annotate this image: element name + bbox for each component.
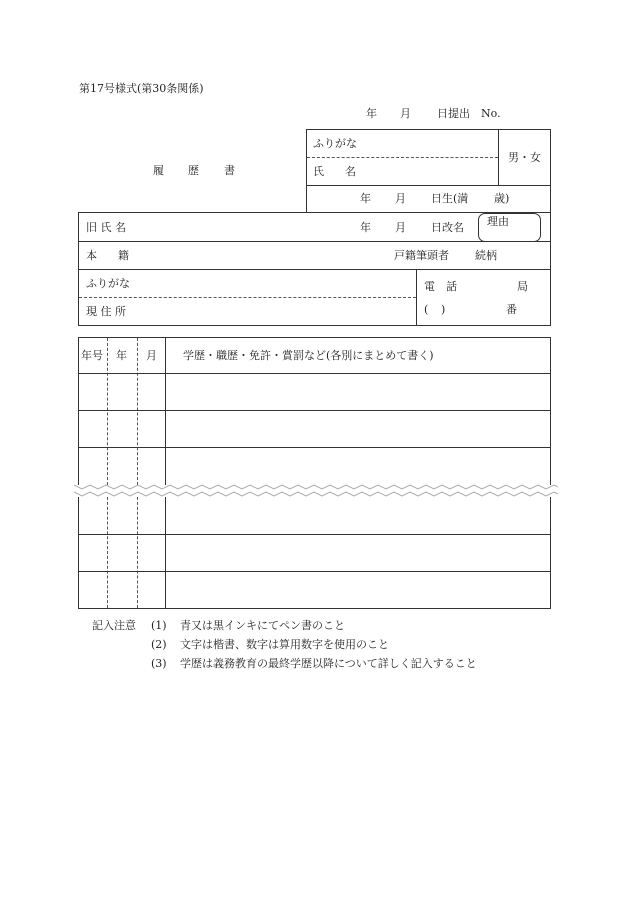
former-name-month: 月 [395, 221, 406, 234]
submission-month: 月 [400, 107, 411, 120]
address-label: 現 住 所 [86, 305, 126, 318]
submission-year: 年 [366, 107, 377, 120]
header-month: 月 [146, 349, 157, 362]
birth-month: 月 [395, 192, 406, 205]
submission-day: 日提出 [437, 107, 470, 120]
former-name-label: 旧 氏 名 [86, 221, 126, 234]
notes-heading: 記入注意 [92, 619, 136, 632]
header-era: 年号 [81, 349, 103, 362]
title-char: 履 [153, 164, 164, 177]
birth-day-age-open: 日生(満 [431, 192, 469, 205]
birth-year: 年 [360, 192, 371, 205]
note-number: (2) [151, 638, 167, 651]
note-text: 文字は楷書、数字は算用数字を使用のこと [180, 638, 389, 651]
furigana-label: ふりがな [313, 137, 357, 150]
birth-age-close: 歳) [494, 192, 510, 205]
registry-label-char: 本 [86, 249, 97, 262]
former-name-day: 日改名 [431, 221, 464, 234]
title-char: 歴 [188, 164, 199, 177]
submission-no: No. [481, 107, 501, 120]
registry-label-char: 籍 [118, 249, 129, 262]
phone-number-label: 番 [506, 303, 517, 316]
phone-paren-open: ( [424, 303, 429, 316]
tear-break [74, 482, 558, 498]
note-number: (1) [151, 619, 167, 632]
form-number: 第17号様式(第30条関係) [79, 82, 204, 95]
head-of-family-label: 戸籍筆頭者 [394, 249, 449, 262]
gender-options: 男・女 [508, 151, 541, 164]
note-text: 青又は黒インキにてペン書のこと [180, 619, 345, 632]
phone-exchange-label: 局 [517, 280, 528, 293]
title-char: 書 [224, 164, 235, 177]
phone-label-char: 話 [446, 280, 457, 293]
name-label-char: 氏 [313, 165, 324, 178]
header-year: 年 [116, 349, 127, 362]
name-label-char: 名 [345, 165, 356, 178]
note-text: 学歴は義務教育の最終学歴以降について詳しく記入すること [180, 657, 477, 670]
address-furigana-label: ふりがな [86, 277, 130, 290]
reason-label: 理由 [487, 215, 509, 228]
phone-label-char: 電 [424, 280, 435, 293]
relationship-label: 続柄 [475, 249, 497, 262]
former-name-year: 年 [360, 221, 371, 234]
note-number: (3) [151, 657, 167, 670]
header-details: 学歴・職歴・免許・賞罰など(各別にまとめて書く) [183, 349, 434, 362]
phone-paren-close: ) [441, 303, 446, 316]
